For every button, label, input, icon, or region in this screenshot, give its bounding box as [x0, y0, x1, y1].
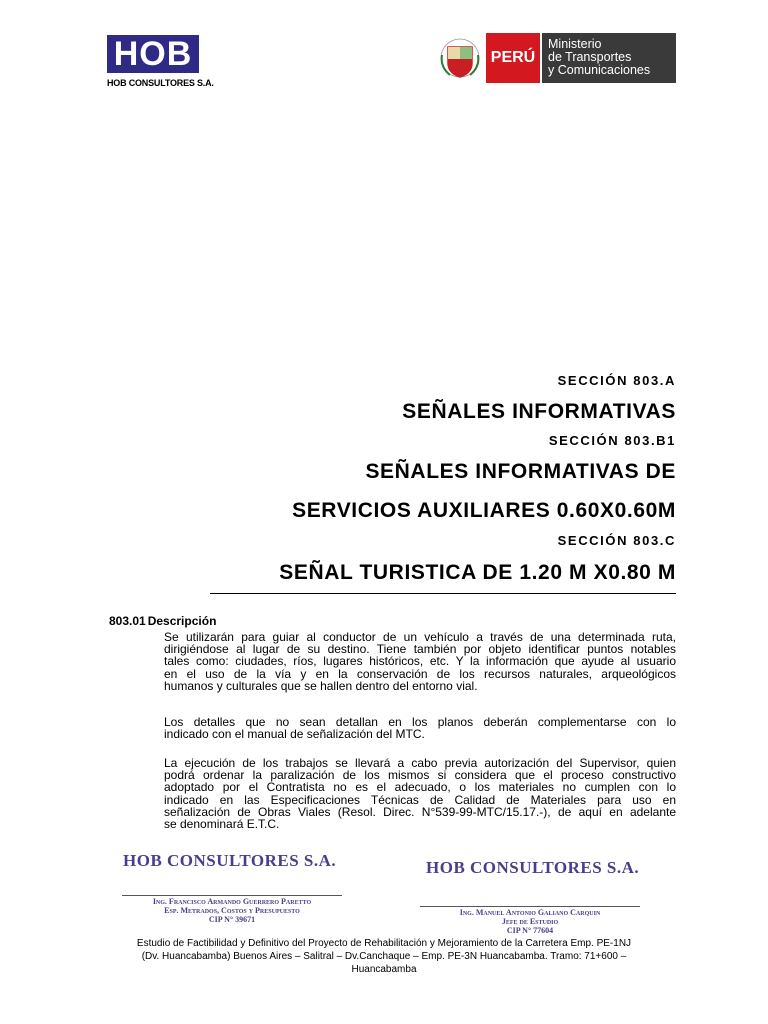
paragraph-line: Se utilizarán para guiar al conductor de un vehículo a través de una determinada ruta,	[164, 630, 676, 644]
section-label-a: SECCIÓN 803.A	[557, 373, 676, 388]
paragraph-line: en el uso de la vía y en la conservación de los recursos naturales, arqueológicos	[164, 666, 676, 681]
signature-right-rule	[420, 906, 640, 907]
signature-left-rule	[122, 895, 342, 896]
signature-right-block	[410, 908, 650, 935]
paragraph-line: adoptado por el Contratista no es el adecuado, o los materiales no cumplen con lo	[164, 780, 676, 795]
title-b1-line1: SEÑALES INFORMATIVAS DE	[365, 460, 676, 483]
footer-line: Huancabamba	[351, 964, 417, 975]
mtc-ministry-line: de Transportes	[548, 50, 632, 64]
divider	[210, 593, 676, 594]
hob-logo-subtitle: HOB CONSULTORES S.A.	[107, 78, 214, 88]
paragraph-line: indicado en las Especificaciones Técnicas de Calidad de Materiales para uso en	[164, 792, 676, 807]
mtc-ministry-line: Ministerio	[548, 37, 602, 51]
paragraph-3	[164, 757, 676, 830]
title-a: SEÑALES INFORMATIVAS	[402, 400, 676, 423]
description-heading	[109, 614, 216, 628]
paragraph-line: indicado con el manual de señalización del MTC.	[164, 727, 425, 742]
paragraph-line: podrá ordenar la paralización de los mismos si considera que el proceso constructivo	[164, 768, 676, 783]
signature-right-name: Ing. Manuel Antonio Galiano Carquin	[459, 908, 601, 917]
paragraph-line: se denominará E.T.C.	[164, 817, 280, 832]
signature-left-name: Ing. Francisco Armando Guerrero Paretto	[152, 897, 312, 906]
signature-left-cip: CIP N° 39671	[208, 915, 256, 924]
description-number: 803.01	[109, 614, 146, 628]
paragraph-line: humanos y culturales que se hallen dentro del entorno vial.	[164, 678, 478, 693]
paragraph-line: dirigiéndose al lugar de su destino. Tiene también por objeto identificar puntos notables	[164, 642, 676, 657]
section-label-b1: SECCIÓN 803.B1	[548, 433, 676, 448]
signature-left-company: HOB CONSULTORES S.A.	[123, 851, 337, 870]
mtc-ministry-line: y Comunicaciones	[548, 63, 651, 77]
description-title: Descripción	[147, 614, 217, 628]
footer-line: (Dv. Huancabamba) Buenos Aires – Salitral – Dv.Canchaque – Emp. PE-3N Huancabamba. Tramo: 71+600 –	[141, 951, 627, 962]
page-footer	[100, 937, 668, 976]
mtc-peru-label: PERÚ	[486, 33, 540, 83]
mtc-ministry-label	[542, 33, 676, 83]
title-c: SEÑAL TURISTICA DE 1.20 M X0.80 M	[279, 561, 676, 584]
signature-left-role: Esp. Metrados, Costos y Presupuesto	[164, 906, 300, 915]
mtc-logo	[438, 33, 676, 83]
paragraph-line: señalización de Obras Viales (Resol. Direc. N°539-99-MTC/15.17.-), de aquí en adelante	[164, 804, 676, 819]
paragraph-line: tales como: ciudades, ríos, lugares históricos, etc. Y la información que ayude al usuario	[164, 654, 676, 669]
title-b1-line2: SERVICIOS AUXILIARES 0.60X0.60M	[292, 499, 676, 522]
hob-logo-mark: HOB	[107, 35, 199, 73]
paragraph-line: Los detalles que no sean detallan en los planos deberán complementarse con lo	[164, 715, 676, 729]
paragraph-1	[164, 631, 676, 692]
section-label-c: SECCIÓN 803.C	[557, 533, 676, 548]
signature-right-role: Jefe de Estudio	[501, 917, 559, 926]
footer-line: Estudio de Factibilidad y Definitivo del Proyecto de Rehabilitación y Mejoramiento de la Carretera Emp. PE-1NJ	[136, 938, 632, 949]
signature-right-cip: CIP N° 77604	[506, 926, 554, 935]
signature-right-company: HOB CONSULTORES S.A.	[426, 858, 640, 877]
paragraph-2	[164, 716, 676, 740]
coat-of-arms-icon	[438, 33, 482, 83]
hob-logo	[107, 35, 203, 77]
signature-left-block	[112, 897, 352, 924]
paragraph-line: La ejecución de los trabajos se llevará a cabo previa autorización del Supervisor, quien	[164, 756, 676, 770]
